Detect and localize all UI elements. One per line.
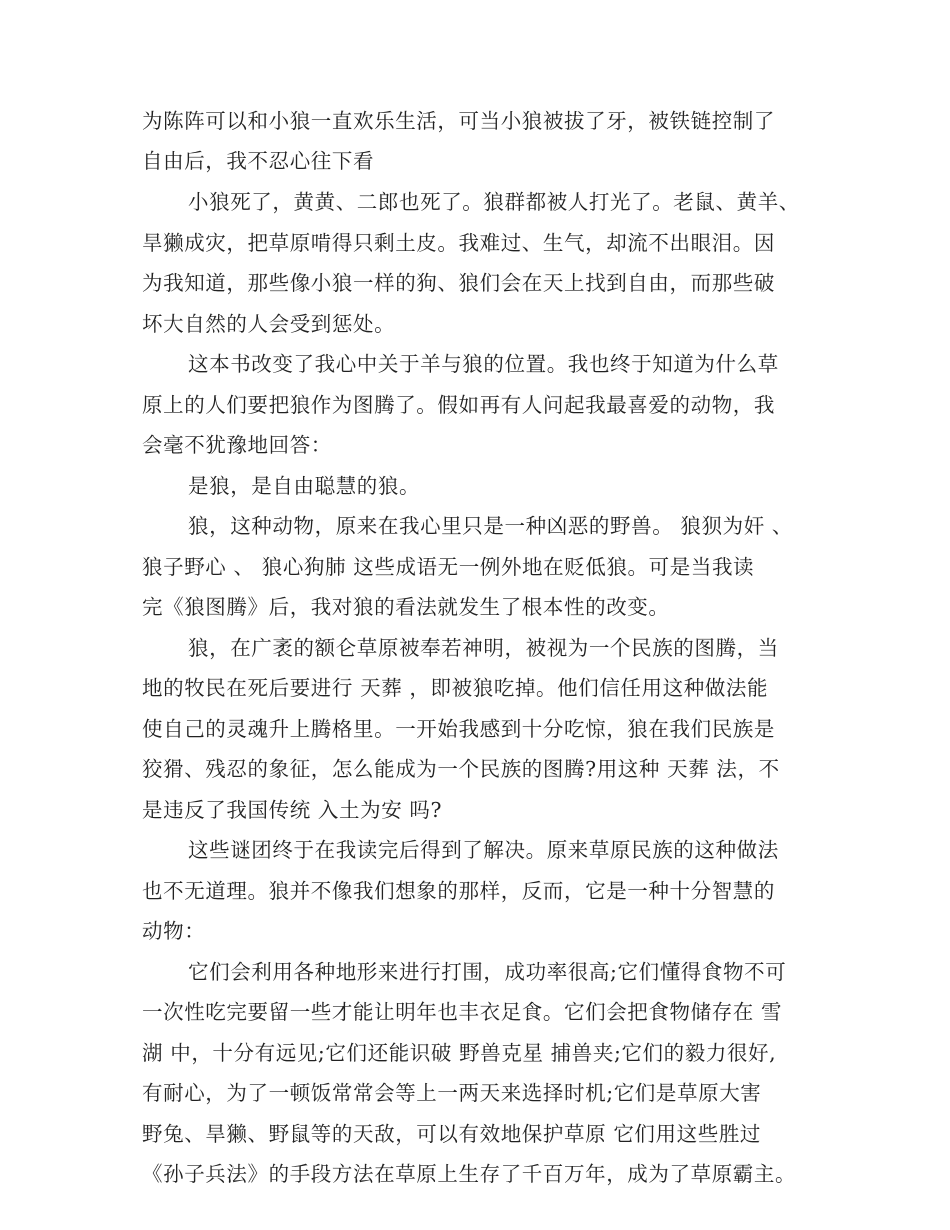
paragraph-start-line: 狼，在广袤的额仑草原被奉若神明，被视为一个民族的图腾，当 <box>188 636 779 660</box>
paragraph-start-line: 小狼死了，黄黄、二郎也死了。狼群都被人打光了。老鼠、黄羊、 <box>188 190 800 214</box>
text-line: 有耐心，为了一顿饭常常会等上一两天来选择时机;它们是草原大害 <box>142 1081 762 1105</box>
text-line: 为陈阵可以和小狼一直欢乐生活，可当小狼被拔了牙，被铁链控制了 <box>142 109 775 133</box>
text-line: 自由后，我不忍心往下看 <box>142 149 375 173</box>
paragraph-start-line: 是狼，是自由聪慧的狼。 <box>188 474 421 498</box>
text-line: 《孙子兵法》的手段方法在草原上生存了千百万年，成为了草原霸主。 <box>142 1162 797 1186</box>
paragraph-start-line: 这些谜团终于在我读完后得到了解决。原来草原民族的这种做法 <box>188 838 779 862</box>
text-line: 完《狼图腾》后，我对狼的看法就发生了根本性的改变。 <box>142 595 670 619</box>
text-line: 野兔、旱獭、野鼠等的天敌，可以有效地保护草原 它们用这些胜过 <box>142 1122 762 1146</box>
text-line: 会毫不犹豫地回答： <box>142 433 332 457</box>
text-line: 地的牧民在死后要进行 天葬 ，即被狼吃掉。他们信任用这种做法能 <box>142 676 769 700</box>
text-line: 湖 中，十分有远见;它们还能识破 野兽克星 捕兽夹;它们的毅力很好, <box>142 1041 777 1065</box>
text-line: 动物： <box>142 919 206 943</box>
paragraph-start-line: 这本书改变了我心中关于羊与狼的位置。我也终于知道为什么草 <box>188 352 779 376</box>
text-line: 为我知道，那些像小狼一样的狗、狼们会在天上找到自由，而那些破 <box>142 271 775 295</box>
text-line: 原上的人们要把狼作为图腾了。假如再有人问起我最喜爱的动物，我 <box>142 393 775 417</box>
text-line: 也不无道理。狼并不像我们想象的那样，反而，它是一种十分智慧的 <box>142 879 775 903</box>
text-line: 狡猾、残忍的象征，怎么能成为一个民族的图腾?用这种 天葬 法，不 <box>142 757 780 781</box>
text-line: 狼子野心 、 狼心狗肺 这些成语无一例外地在贬低狼。可是当我读 <box>142 555 755 579</box>
paragraph-start-line: 狼，这种动物，原来在我心里只是一种凶恶的野兽。 狼狈为奸 、 <box>188 514 794 538</box>
text-line: 坏大自然的人会受到惩处。 <box>142 312 396 336</box>
text-line: 一次性吃完要留一些才能让明年也丰衣足食。它们会把食物储存在 雪 <box>142 1000 783 1024</box>
text-line: 使自己的灵魂升上腾格里。一开始我感到十分吃惊，狼在我们民族是 <box>142 717 775 741</box>
text-line: 旱獭成灾，把草原啃得只剩土皮。我难过、生气，却流不出眼泪。因 <box>142 231 775 255</box>
text-line: 是违反了我国传统 入土为安 吗? <box>142 798 443 822</box>
paragraph-start-line: 它们会利用各种地形来进行打围，成功率很高;它们懂得食物不可 <box>188 960 787 984</box>
